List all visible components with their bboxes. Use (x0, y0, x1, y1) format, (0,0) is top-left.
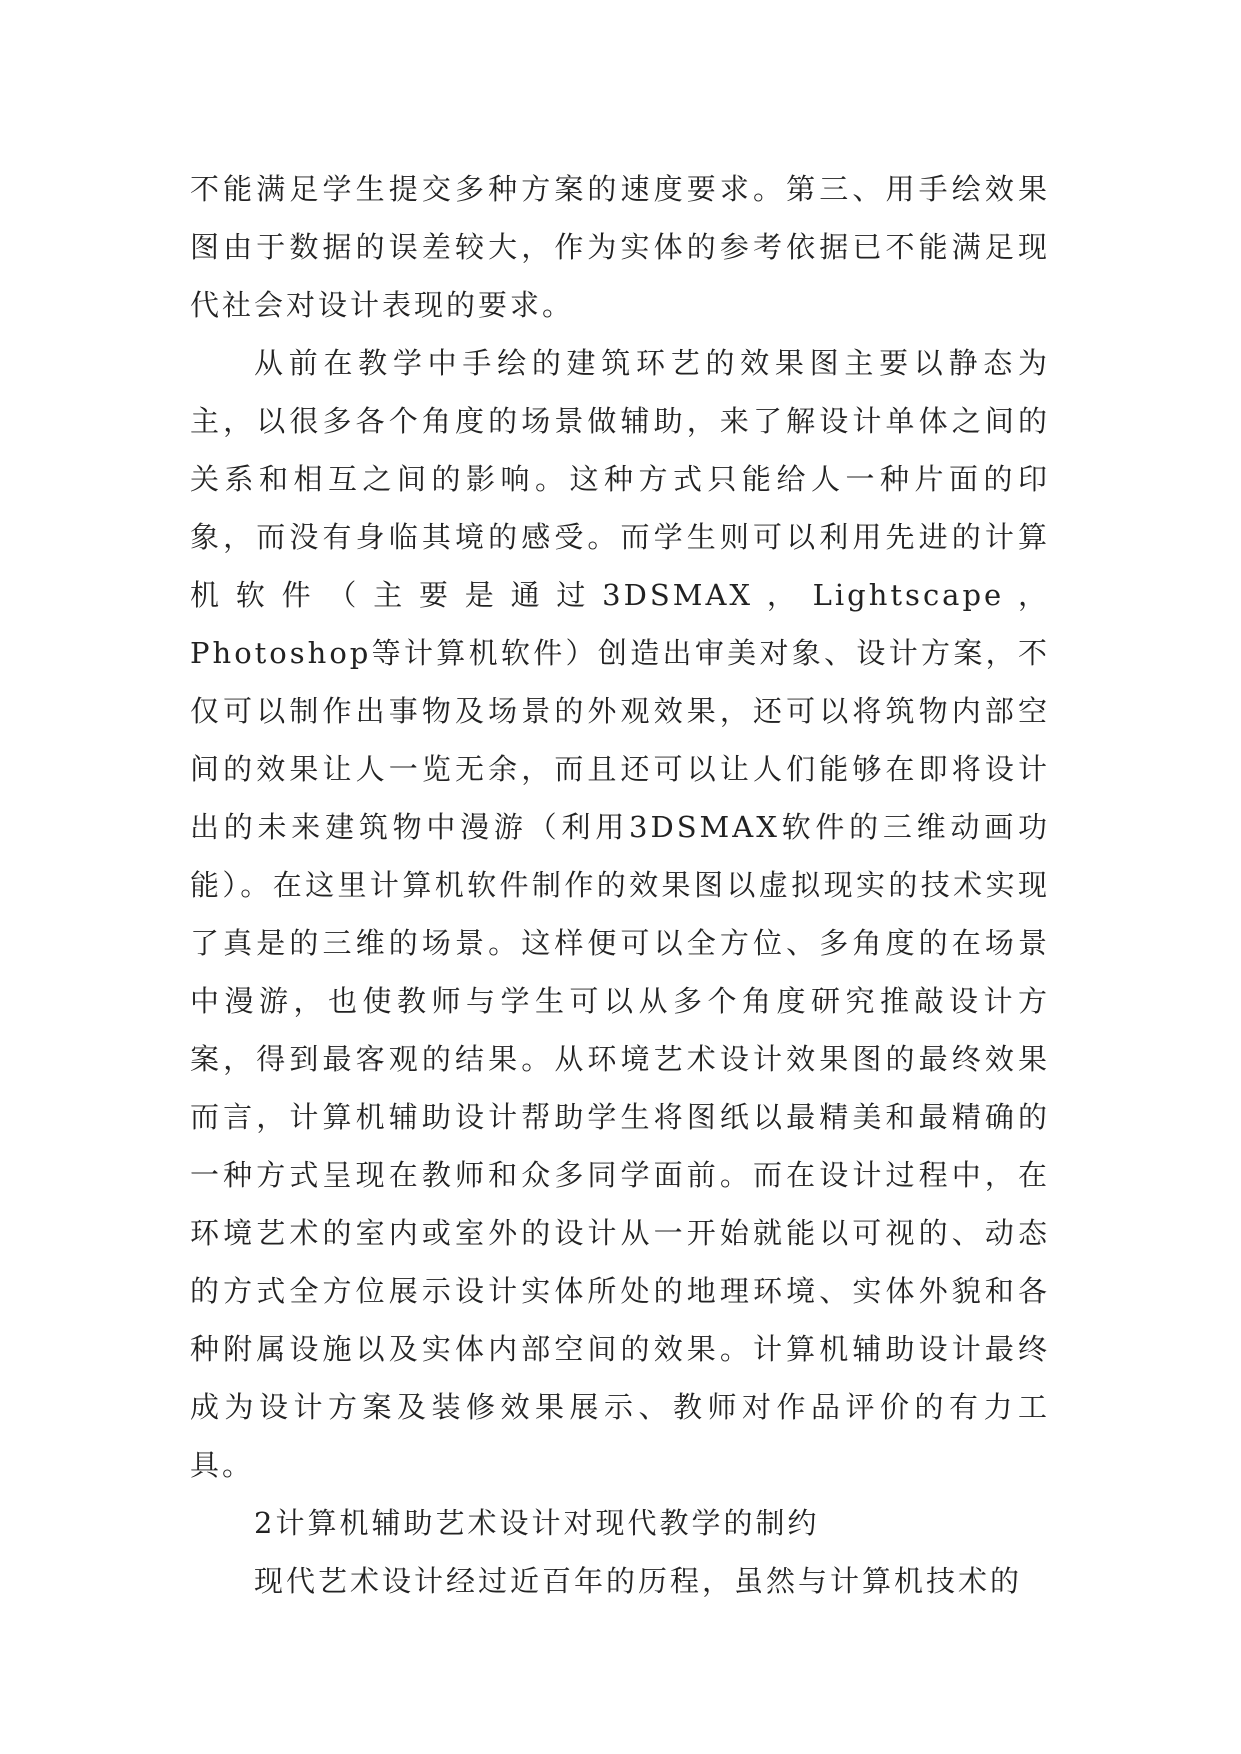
paragraph-continued: 不能满足学生提交多种方案的速度要求。第三、用手绘效果图由于数据的误差较大，作为实体的参考依据已不能满足现代社会对设计表现的要求。 (190, 172, 1050, 322)
section-heading: 2计算机辅助艺术设计对现代教学的制约 (254, 1506, 820, 1540)
paragraph-body: 从前在教学中手绘的建筑环艺的效果图主要以静态为主，以很多各个角度的场景做辅助，来了解设计单体之间的关系和相互之间的影响。这种方式只能给人一种片面的印象，而没有身临其境的感受。而学生则可以利用先进的计算机软件（主要是通过3DSMAX，Lightscape，Photoshop等计算机软件）创造出审美对象、设计方案，不仅可以制作出事物及场景的外观效果，还可以将筑物内部空间的效果让人一览无余，而且还可以让人们能够在即将设计出的未来建筑物中漫游（利用3DSMAX软件的三维动画功能）。在这里计算机软件制作的效果图以虚拟现实的技术实现了真是的三维的场景。这样便可以全方位、多角度的在场景中漫游，也使教师与学生可以从多个角度研究推敲设计方案，得到最客观的结果。从环境艺术设计效果图的最终效果而言，计算机辅助设计帮助学生将图纸以最精美和最精确的一种方式呈现在教师和众多同学面前。而在设计过程中，在环境艺术的室内或室外的设计从一开始就能以可视的、动态的方式全方位展示设计实体所处的地理环境、实体外貌和各种附属设施以及实体内部空间的效果。计算机辅助设计最终成为设计方案及装修效果展示、教师对作品评价的有力工具。 (190, 346, 1050, 1482)
paragraph-next: 现代艺术设计经过近百年的历程，虽然与计算机技术的 (254, 1564, 1023, 1598)
document-page (190, 160, 1050, 1610)
